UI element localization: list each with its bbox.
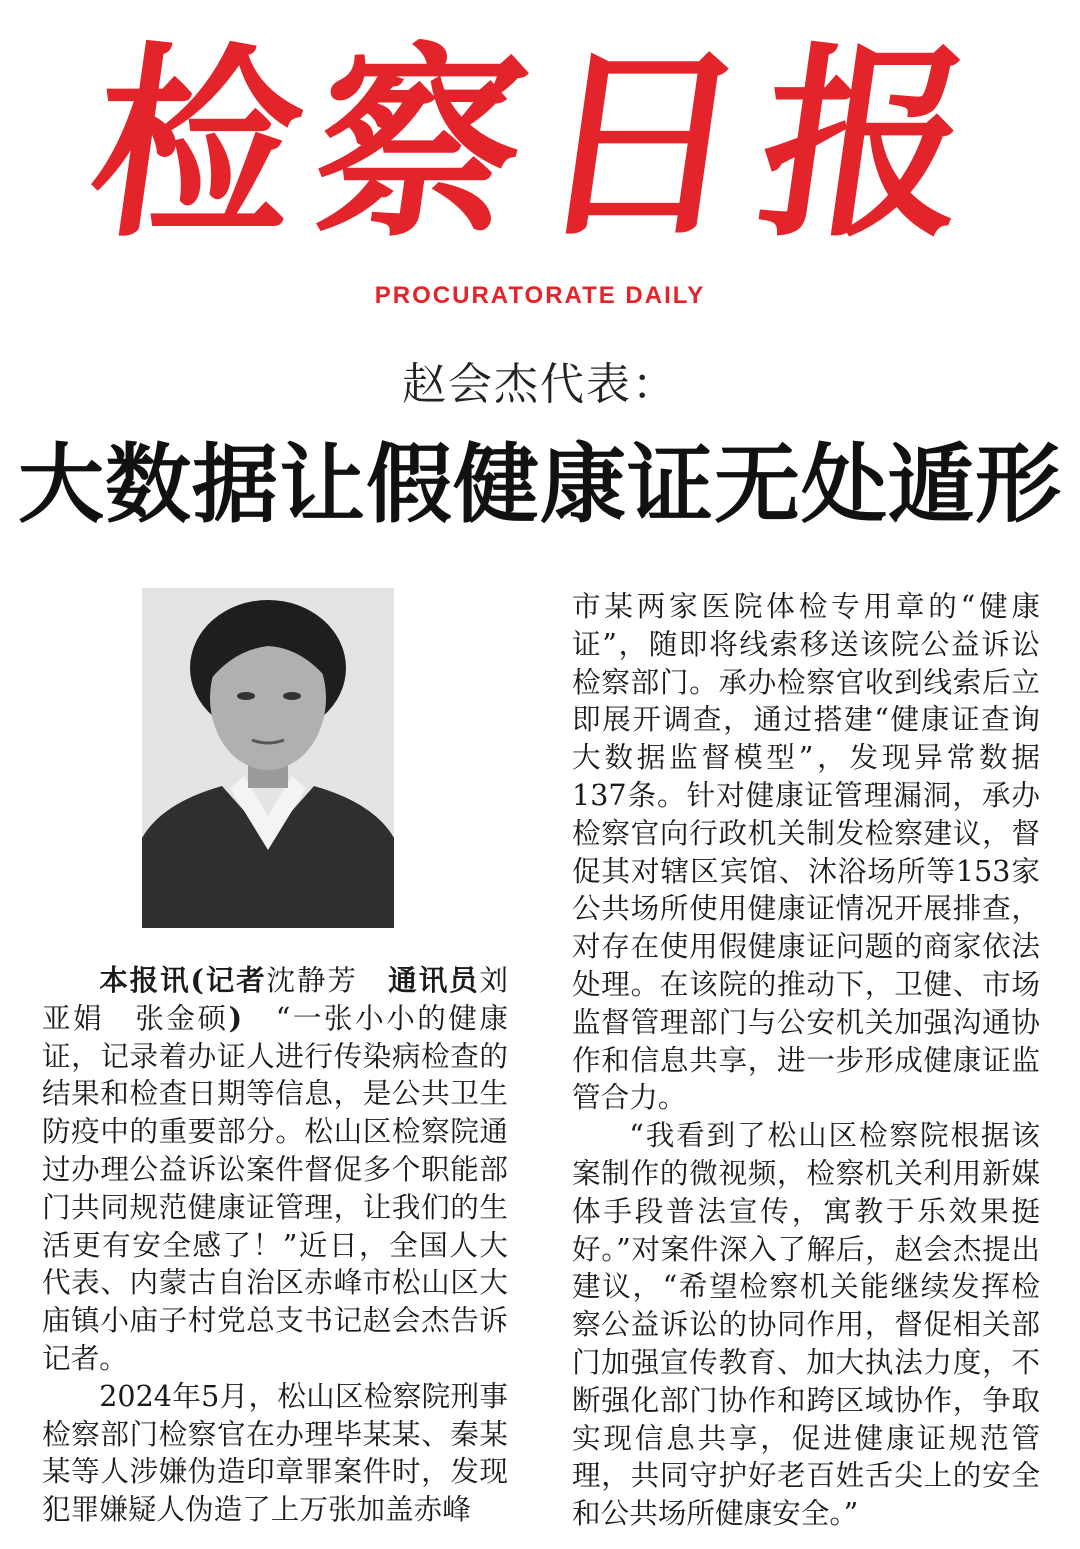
- article-column-right: [572, 588, 1040, 1533]
- article-paragraph-2: 2024年5月，松山区检察院刑事检察部门检察官在办理毕某某、秦某某等人涉嫌伪造印章罪案件时，发现犯罪嫌疑人伪造了上万张加盖赤峰: [42, 1378, 508, 1527]
- byline-correspondent-label: 通讯员: [388, 963, 480, 997]
- article-headline: 大数据让假健康证无处遁形: [18, 434, 1062, 535]
- byline-reporter: 沈静芳: [266, 963, 358, 997]
- masthead-subtitle: PROCURATORATE DAILY: [374, 282, 706, 309]
- masthead: [0, 20, 1080, 270]
- byline-close: ): [228, 1000, 243, 1035]
- portrait-photo: [142, 588, 394, 928]
- masthead-logo: 检察日报: [77, 25, 1003, 265]
- byline-correspondents: 刘亚娟 张金硕: [42, 963, 508, 1035]
- article-column-left: [42, 962, 508, 1529]
- article-kicker: 赵会杰代表：: [402, 359, 678, 410]
- portrait-illustration: [142, 588, 394, 928]
- article-paragraph-1: [42, 962, 508, 1378]
- article-paragraph-4: “我看到了松山区检察院根据该案制作的微视频，检察机关利用新媒体手段普法宣传，寓教于乐效果挺好。”对案件深入了解后，赵会杰提出建议，“希望检察机关能继续发挥检察公益诉讼的协同作用，督促相关部门加强宣传教育、加大执法力度，不断强化部门协作和跨区域协作，争取实现信息共享，促进健康证规范管理，共同守护好老百姓舌尖上的安全和公共场所健康安全。”: [572, 1118, 1040, 1531]
- article-paragraph-3: 市某两家医院体检专用章的“健康证”，随即将线索移送该院公益诉讼检察部门。承办检察官收到线索后立即展开调查，通过搭建“健康证查询大数据监督模型”，发现异常数据137条。针对健康证管理漏洞，承办检察官向行政机关制发检察建议，督促其对辖区宾馆、沐浴场所等153家公共场所使用健康证情况开展排查，对存在使用假健康证问题的商家依法处理。在该院的推动下，卫健、市场监督管理部门与公安机关加强沟通协作和信息共享，进一步形成健康证监管合力。: [572, 589, 1040, 1115]
- paragraph-text: “一张小小的健康证，记录着办证人进行传染病检查的结果和检查日期等信息，是公共卫生防疫中的重要部分。松山区检察院通过办理公益诉讼案件督促多个职能部门共同规范健康证管理，让我们的生活更有安全感了！”近日，全国人大代表、内蒙古自治区赤峰市松山区大庙镇小庙子村党总支书记赵会杰告诉记者。: [42, 1000, 508, 1375]
- byline-lead: 本报讯(记者: [99, 963, 267, 997]
